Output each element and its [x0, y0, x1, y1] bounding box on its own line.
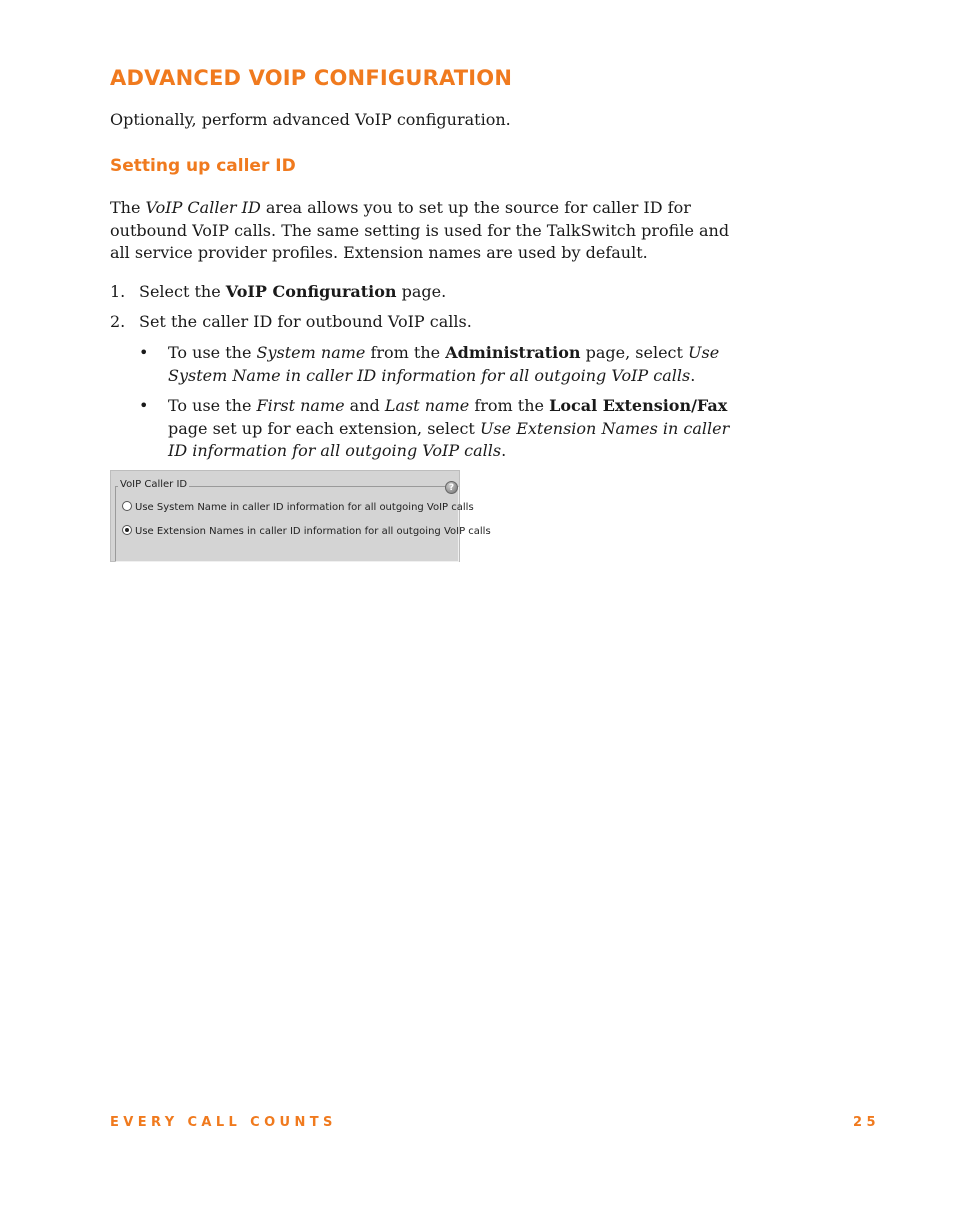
radio-button-extension-names[interactable] [122, 525, 132, 535]
bullet-dot: • [139, 396, 149, 415]
section-subheading: Setting up caller ID [110, 156, 296, 176]
intro-text: Optionally, perform advanced VoIP configuration. [110, 110, 511, 129]
page-heading: ADVANCED VOIP CONFIGURATION [110, 66, 513, 90]
radio-option-extension-names[interactable] [122, 525, 491, 537]
radio-label: Use System Name in caller ID information for all outgoing VoIP calls [135, 502, 474, 513]
bullet-dot: • [139, 343, 149, 362]
group-legend: VoIP Caller ID [120, 479, 188, 490]
page-number: 25 [853, 1115, 880, 1130]
voip-caller-id-panel [110, 470, 491, 562]
step-2: 2. Set the caller ID for outbound VoIP calls. [110, 312, 472, 331]
bullet-extension-names: • To use the First name and Last name from the Local Extension/Fax page set up for each extension, select Use Extension Names in caller ID information for all outgoing VoIP calls. [139, 396, 730, 460]
radio-button-system-name[interactable] [122, 501, 132, 511]
help-icon[interactable]: ? [445, 481, 458, 494]
radio-label: Use Extension Names in caller ID information for all outgoing VoIP calls [135, 526, 491, 537]
radio-option-system-name[interactable] [122, 501, 474, 513]
section-paragraph: The VoIP Caller ID area allows you to set up the source for caller ID for outbound VoIP calls. The same setting is used for the TalkSwitch profile and all service provider profiles. Extension names are used by default. [110, 198, 730, 262]
footer-tagline: EVERY CALL COUNTS [110, 1115, 337, 1130]
step-1: 1. Select the VoIP Configuration page. [110, 282, 447, 301]
bullet-system-name: • To use the System name from the Administration page, select Use System Name in caller ID information for all outgoing VoIP calls. [139, 343, 720, 385]
voip-caller-id-group [115, 486, 459, 562]
